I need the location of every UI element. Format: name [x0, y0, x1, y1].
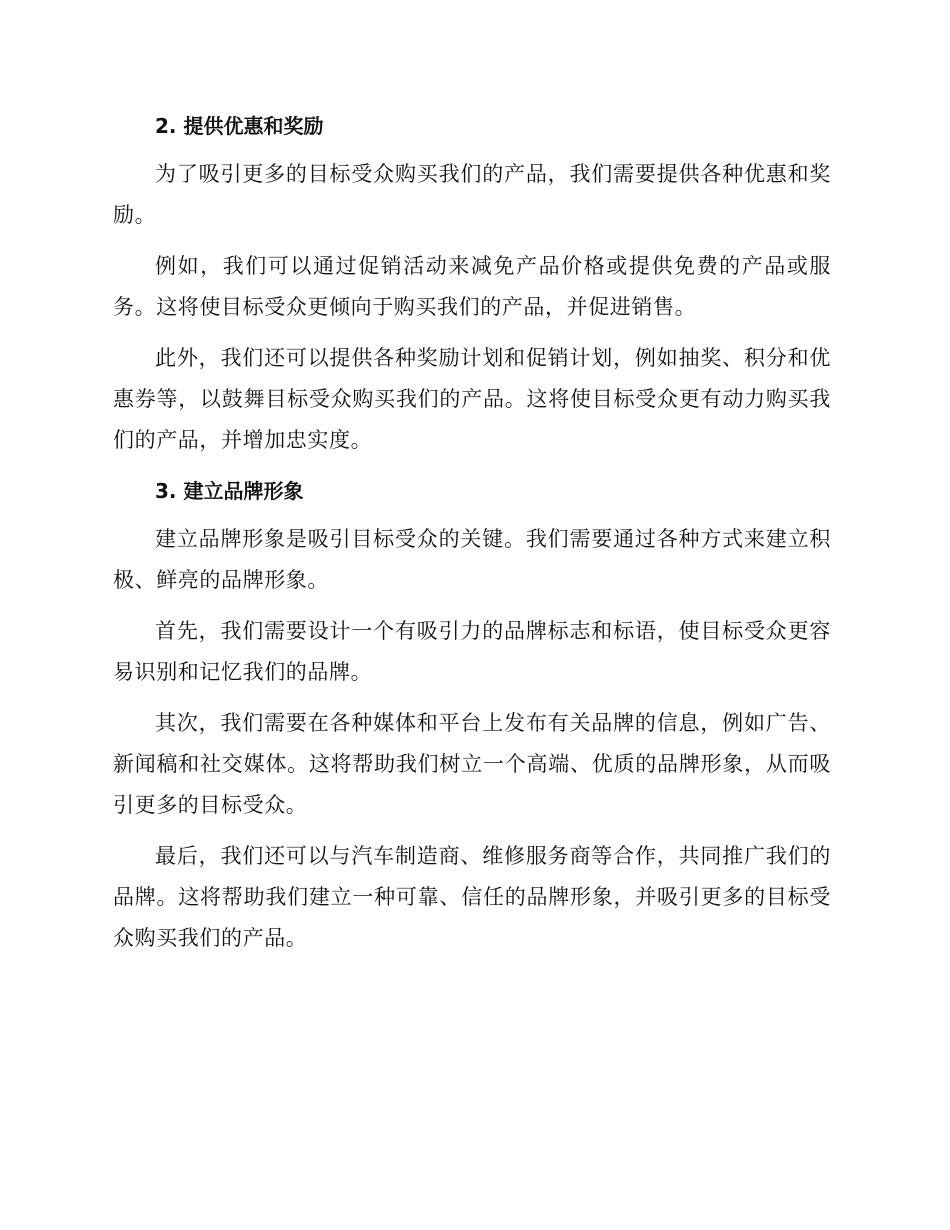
- paragraph: 此外，我们还可以提供各种奖励计划和促销计划，例如抽奖、积分和优惠券等，以鼓舞目标受众购买我们的产品。这将使目标受众更有动力购买我们的产品，并增加忠实度。: [113, 346, 831, 452]
- paragraph: 其次，我们需要在各种媒体和平台上发布有关品牌的信息，例如广告、新闻稿和社交媒体。这将帮助我们树立一个高端、优质的品牌形象，从而吸引更多的目标受众。: [113, 711, 831, 817]
- paragraph: 建立品牌形象是吸引目标受众的关键。我们需要通过各种方式来建立积极、鲜亮的品牌形象。: [113, 527, 831, 592]
- document-body: [113, 108, 831, 969]
- paragraph: 最后，我们还可以与汽车制造商、维修服务商等合作，共同推广我们的品牌。这将帮助我们建立一种可靠、信任的品牌形象，并吸引更多的目标受众购买我们的产品。: [113, 844, 831, 950]
- paragraph: 首先，我们需要设计一个有吸引力的品牌标志和标语，使目标受众更容易识别和记忆我们的品牌。: [113, 619, 831, 684]
- paragraph: 为了吸引更多的目标受众购买我们的产品，我们需要提供各种优惠和奖励。: [113, 162, 831, 227]
- section-heading-incentives: 2. 提供优惠和奖励: [155, 114, 324, 138]
- paragraph: 例如，我们可以通过促销活动来减免产品价格或提供免费的产品或服务。这将使目标受众更倾向于购买我们的产品，并促进销售。: [113, 254, 831, 319]
- section-heading-brand-image: 3. 建立品牌形象: [155, 479, 304, 503]
